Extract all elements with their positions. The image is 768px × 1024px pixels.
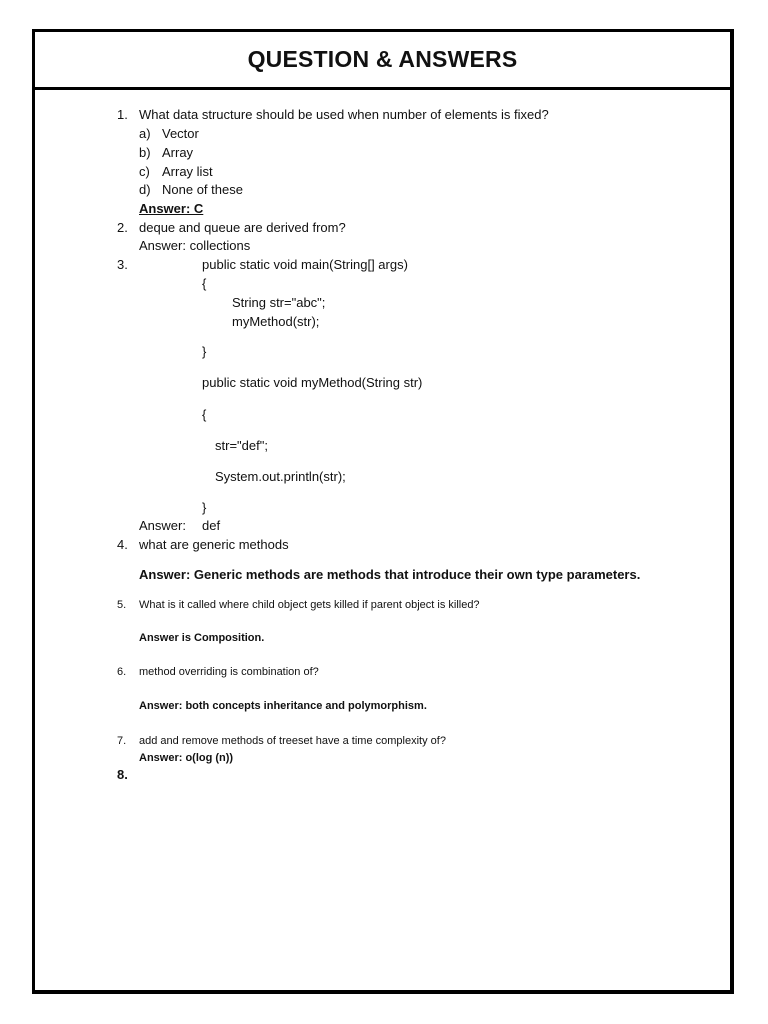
q2-answer: Answer: collections xyxy=(139,238,251,253)
q4-number: 4. xyxy=(117,537,128,552)
q1-option-c: Array list xyxy=(162,164,213,179)
q5-answer: Answer is Composition. xyxy=(139,632,265,644)
code-line-6: public static void myMethod(String str) xyxy=(202,375,423,390)
q6-number: 6. xyxy=(117,666,127,678)
q1-answer: Answer: C xyxy=(139,201,204,216)
q7-text: add and remove methods of treeset have a time complexity of? xyxy=(139,735,446,747)
q1-text: What data structure should be used when number of elements is fixed? xyxy=(139,107,549,122)
title-box xyxy=(35,32,730,90)
q1-option-d: None of these xyxy=(162,182,243,197)
q1-option-d-letter: d) xyxy=(139,182,151,197)
q7-number: 7. xyxy=(117,735,127,747)
code-line-10: } xyxy=(202,500,207,515)
q5-number: 5. xyxy=(117,599,127,611)
q1-option-c-letter: c) xyxy=(139,164,150,179)
q6-text: method overriding is combination of? xyxy=(139,666,319,678)
q2-number: 2. xyxy=(117,220,128,235)
code-line-1: public static void main(String[] args) xyxy=(202,257,408,272)
code-line-5: } xyxy=(202,344,207,359)
q5-text: What is it called where child object gets killed if parent object is killed? xyxy=(139,599,480,611)
q6-answer: Answer: both concepts inheritance and polymorphism. xyxy=(139,700,427,712)
q7-answer: Answer: o(log (n)) xyxy=(139,752,234,764)
code-line-2: { xyxy=(202,276,207,291)
q3-answer-value: def xyxy=(202,518,221,533)
code-line-8: str="def"; xyxy=(215,438,268,453)
code-line-4: myMethod(str); xyxy=(232,314,320,329)
q1-option-a-letter: a) xyxy=(139,126,151,141)
code-line-7: { xyxy=(202,407,207,422)
q4-answer: Answer: Generic methods are methods that introduce their own type parameters. xyxy=(139,567,641,582)
q1-option-b-letter: b) xyxy=(139,145,151,160)
q8-number: 8. xyxy=(117,767,128,782)
q1-option-b: Array xyxy=(162,145,194,160)
q2-text: deque and queue are derived from? xyxy=(139,220,346,235)
code-line-3: String str="abc"; xyxy=(232,295,326,310)
q1-number: 1. xyxy=(117,107,128,122)
code-line-9: System.out.println(str); xyxy=(215,469,346,484)
page-title: QUESTION & ANSWERS xyxy=(247,46,518,72)
page-frame xyxy=(32,29,734,994)
q3-number: 3. xyxy=(117,257,128,272)
q3-answer-label: Answer: xyxy=(139,518,186,533)
q4-text: what are generic methods xyxy=(139,537,289,552)
q1-option-a: Vector xyxy=(162,126,199,141)
